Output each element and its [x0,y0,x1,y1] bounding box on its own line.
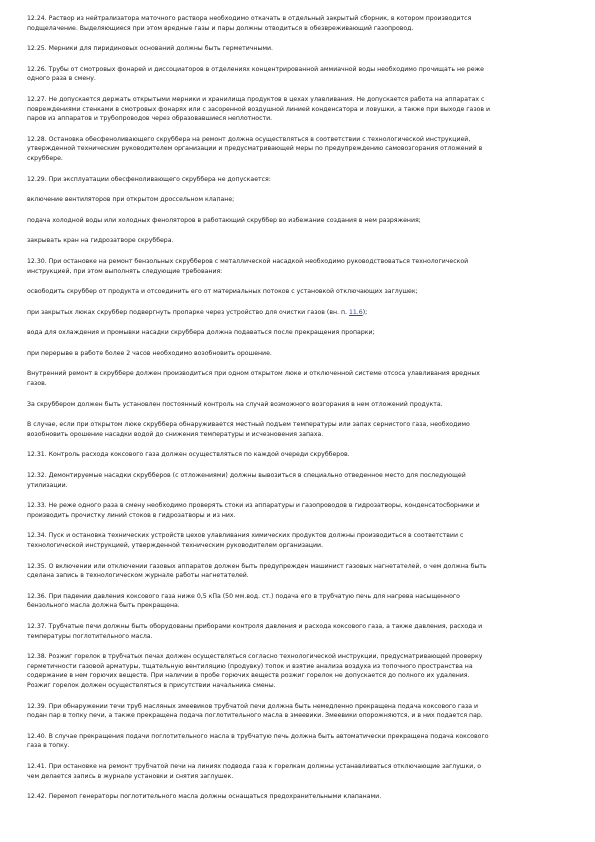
line: 12.33. Не реже одного раза в смену необходимо проверять стоки из аппаратуры и газопроводов в гидрозатворы, конденсатосборники и [27,502,480,510]
line: включение вентиляторов при открытом дроссельном клапане; [27,196,235,204]
line: при закрытых люках скруббер подвергнуть пропарке через устройство для очистки газов (вн. п. [27,308,349,316]
paragraph [27,420,567,439]
paragraph-12-35 [27,562,567,581]
line: 12.26. Трубы от смотровых фонарей и диссоциаторов в отделениях концентрированной аммиачной воды необходимо прочищать не реже [27,65,484,73]
line: повреждениями стенками в смотровых фонарях или с засоренной воздушной линией конденсатора и ловушки, а также при выходе газов и [27,105,491,113]
line: подщелачение. Выделяющиеся при этом вредные газы и пары должны отводиться в обезвреживающий газопровод. [27,24,414,32]
paragraph-12-38 [27,652,567,690]
paragraph-12-31 [27,450,567,460]
line: 12.29. При эксплуатации обесфеноливающего скруббера не допускается: [27,175,271,183]
line: 12.34. Пуск и остановка технических устройств цехов улавливания химических продуктов должны производиться в соответствии с [27,532,464,540]
line: 12.32. Демонтируемые насадки скрубберов (с отложениями) должны вывозиться в специально отведенное место для последующей [27,472,466,480]
line: 12.24. Раствор из нейтрализатора маточного раствора необходимо откачать в отдельный закрытый сборник, в котором производится [27,15,472,22]
line: содержание в нем горючих веществ. При наличии в пробе горючих веществ розжиг горелок не допускается до полного их удаления. [27,672,470,680]
line: газов. [27,380,47,388]
paragraph-12-26 [27,65,567,84]
line: паров из аппаратов и трубопроводов через образовавшиеся неплотности. [27,115,273,123]
paragraph-12-34 [27,531,567,550]
line: Розжиг горелок должен осуществляться в присутствии начальника смены. [27,681,276,689]
line: 12.27. Не допускается держать открытыми мерники и хранилища продуктов в цехах улавливания. Не допускается работа на аппаратах с [27,95,485,103]
paragraph-12-30 [27,257,567,276]
line: технологической инструкцией, утвержденной техническим руководителем организации. [27,542,324,549]
line: подача холодной воды или холодных феноляторов в работающий скруббер во избежание создания в нем разряжения; [27,216,421,224]
line: 12.42. Перемоп генераторы поглотительного масла должны оснащаться предохранительными клапанами. [27,793,382,801]
line: 12.25. Мерники для пиридиновых оснований должны быть герметичными. [27,45,273,53]
paragraph-12-36 [27,592,567,611]
paragraph-12-27 [27,95,567,124]
paragraph-list-item [27,236,567,246]
line: Внутренний ремонт в скруббере должен производиться при одном открытом люке и отключенной системе отсоса улавливания вредных [27,370,480,378]
line: сделана запись в технологическом журнале работы нагнетателей. [27,572,249,580]
paragraph-12-42 [27,792,567,802]
paragraph-12-37 [27,622,567,641]
paragraph-list-item [27,328,567,338]
line: 12.31. Контроль расхода коксового газа должен осуществляться по каждой очереди скрубберов. [27,451,350,459]
document-page [27,14,567,802]
line: 12.37. Трубчатые печи должны быть оборудованы приборами контроля давления и расхода коксового газа, а также давления, расхода и [27,622,483,630]
line: утилизации. [27,481,68,489]
line: чем делается запись в журнале установки и снятия заглушек. [27,772,234,780]
paragraph-list-item [27,216,567,226]
line-tail: ); [362,308,368,316]
line: 12.39. При обнаружении течи труб масляных змеевиков трубчатой печи должна быть немедленно прекращена подача коксового газа и [27,702,479,710]
line: 12.30. При остановке на ремонт бензольных скрубберов с металлической насадкой необходимо руководствоваться технологической [27,257,469,265]
paragraph-12-24 [27,14,567,33]
line: герметичности газовой арматуры, тщательную вентиляцию (продувку) топок и взятие анализа воздуха из топочного пространства на [27,662,473,670]
line: В случае, если при открытом люке скруббера обнаруживается местный подъем температуры или запах сернистого газа, необходимо [27,421,470,429]
line: вода для охлаждения и промывки насадки скруббера должна подаваться после прекращения пропарки; [27,329,375,337]
paragraph-12-32 [27,471,567,490]
line: 12.38. Розжиг горелок в трубчатых печах должен осуществляться согласно технологической инструкции, предусматривающей проверку [27,653,483,661]
line: 12.41. При остановке на ремонт трубчатой печи на линиях подвода газа к горелкам должны устанавливаться отключающие заглушки, о [27,762,482,770]
reference-link-11-6[interactable]: 11.6 [348,308,363,316]
line: утвержденной техническим руководителем организации и предусматривающей меры по предупреждению самовозгорания отложений в [27,145,483,153]
paragraph-list-item [27,287,567,297]
paragraph-12-41 [27,762,567,781]
line: температуры поглотительного масла. [27,632,153,640]
line: освободить скруббер от продукта и отсоединить его от материальных потоков с установкой отключающих заглушек; [27,288,418,296]
paragraph [27,400,567,410]
line: возобновить орошение насадки водой до снижения температуры и исчезновения запаха. [27,430,324,438]
line: бензольного масла должна быть прекращена. [27,602,180,610]
line: За скруббером должен быть установлен постоянный контроль на случай возможного возгорания в нем отложений продукта. [27,400,443,408]
line: закрывать кран на гидрозатворе скруббера. [27,237,174,245]
line: производить прочистку линий стоков в гидрозатворы и из них. [27,511,236,519]
line: при перерыве в работе более 2 часов необходимо возобновить орошение. [27,349,272,357]
line: одного раза в смену. [27,75,96,83]
paragraph-list-item [27,195,567,205]
paragraph-12-28 [27,135,567,164]
line: 12.40. В случае прекращения подачи поглотительного масла в трубчатую печь должна быть автоматически прекращена подача коксового [27,732,489,740]
paragraph-12-29 [27,175,567,185]
paragraph-12-25 [27,44,567,54]
paragraph-list-item [27,349,567,359]
line: газа в топку. [27,742,70,750]
line: инструкцией, при этом выполнять следующие требования: [27,267,223,275]
line: 12.35. О включении или отключении газовых аппаратов должен быть предупрежден машинист газовых нагнетателей, о чем должна быть [27,562,487,570]
line: скруббере. [27,154,63,162]
line: подан пар в топку печи, а также прекращена подача поглотительного масла в змеевики. Змеевики опорожняются, и в них подается пар. [27,712,483,720]
paragraph-12-33 [27,501,567,520]
line: 12.28. Остановка обесфеноливающего скруббера на ремонт должна осуществляться в соответствии с технологической инструкцией, [27,135,471,143]
line: 12.36. При падении давления коксового газа ниже 0,5 кПа (50 мм.вод. ст.) подача его в трубчатую печь для нагрева насыщенного [27,592,460,600]
paragraph-12-39 [27,702,567,721]
paragraph-12-40 [27,732,567,751]
paragraph [27,369,567,388]
paragraph-list-item [27,308,567,318]
